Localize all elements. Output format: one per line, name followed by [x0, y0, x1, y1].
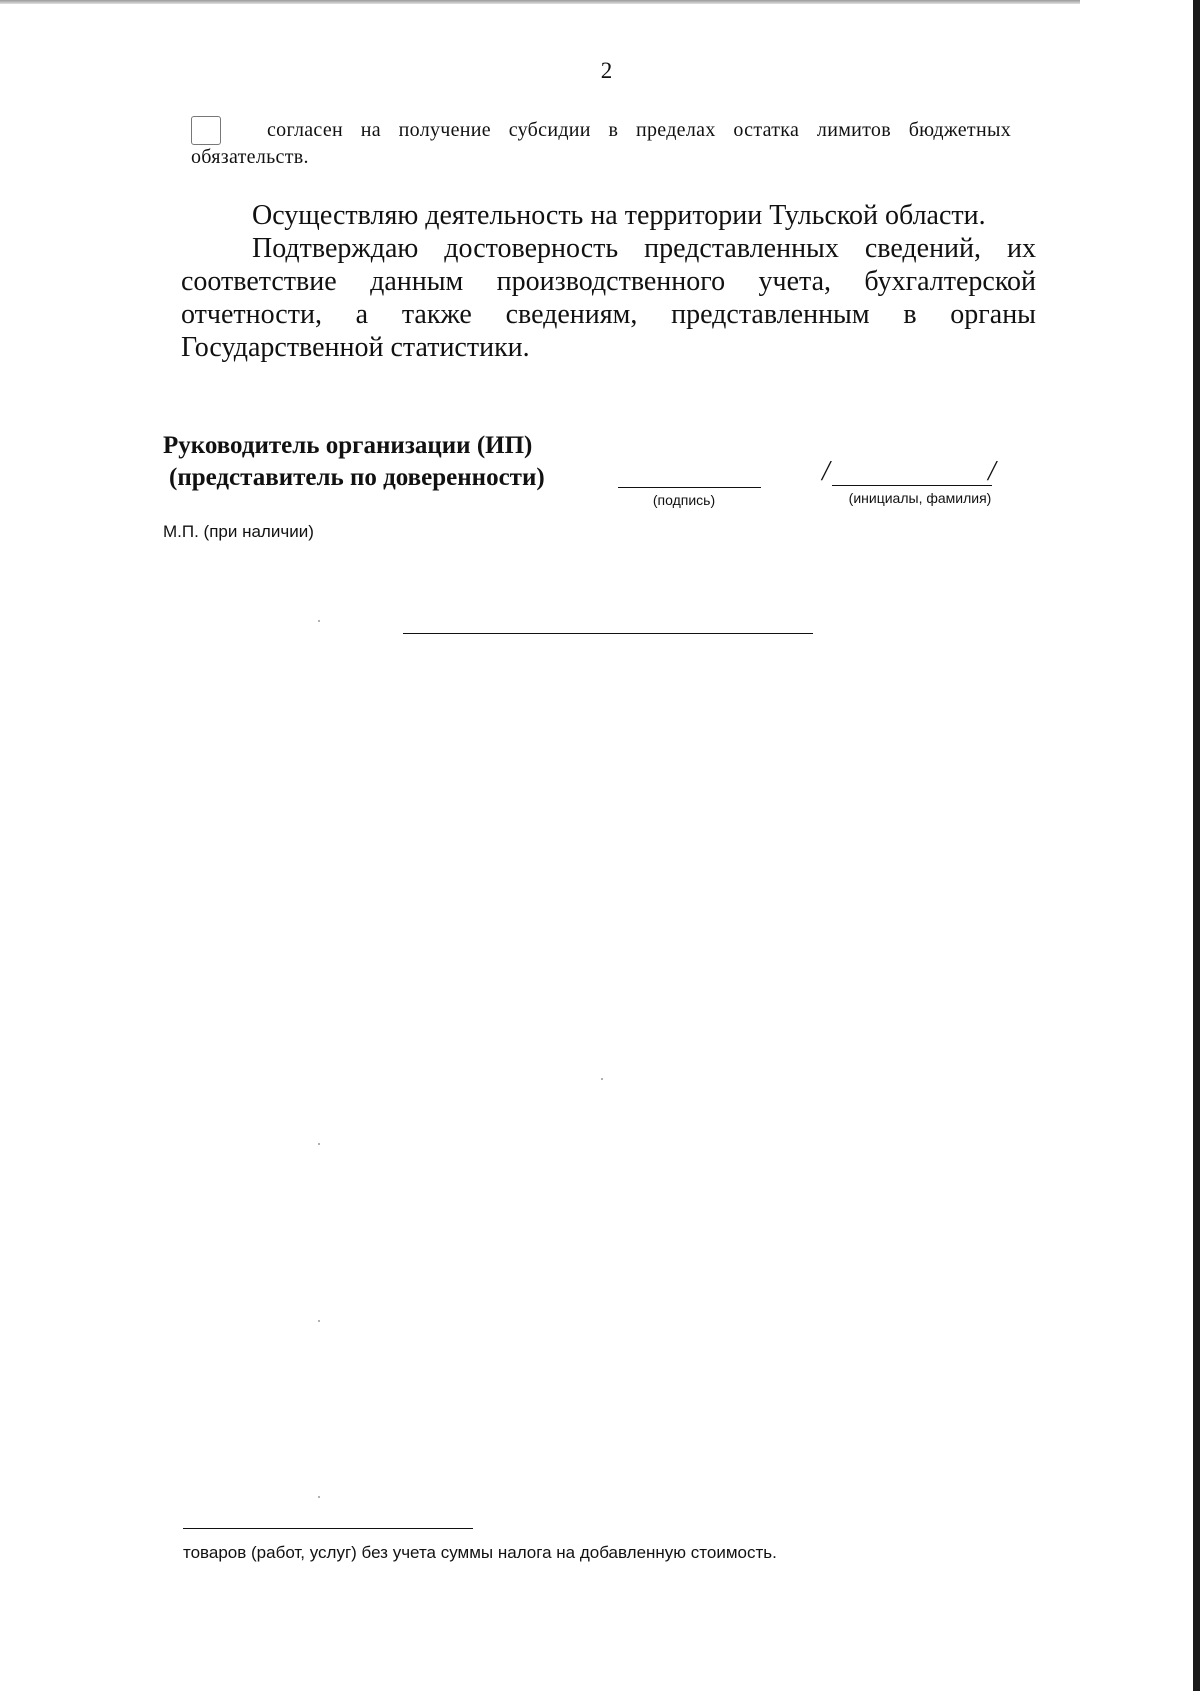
scan-speck	[318, 1143, 320, 1145]
signature-field[interactable]	[618, 487, 761, 488]
accuracy-confirmation: Подтверждаю достоверность представленных сведений, их соответствие данным производственного учета, бухгалтерской отчетности, а также сведениям, представленным в органы Государственной статистики.	[181, 233, 1036, 363]
scan-speck	[318, 1496, 320, 1498]
territory-statement: Осуществляю деятельность на территории Тульской области.	[252, 200, 986, 231]
scan-speck	[318, 620, 320, 622]
scan-speck	[601, 1078, 603, 1080]
signer-title-line1: Руководитель организации (ИП)	[163, 432, 533, 459]
name-field[interactable]	[822, 455, 1002, 489]
signer-title	[163, 430, 545, 494]
slash-left: /	[822, 456, 830, 487]
seal-label: М.П. (при наличии)	[163, 522, 314, 541]
page-top-border	[0, 0, 1080, 4]
consent-text: согласен на получение субсидии в пределах остатка лимитов бюджетных обязательств.	[191, 119, 1011, 168]
footnote-text: товаров (работ, услуг) без учета суммы налога на добавленную стоимость.	[183, 1543, 777, 1562]
declaration-body	[181, 199, 1036, 364]
page-number: 2	[600, 58, 613, 83]
signature-caption: (подпись)	[652, 492, 716, 508]
footnote-rule	[183, 1528, 473, 1529]
signer-title-line2: (представитель по доверенности)	[169, 464, 545, 491]
scan-speck	[318, 1320, 320, 1322]
consent-statement	[191, 117, 1011, 171]
page-right-border	[1193, 0, 1200, 1691]
section-divider	[403, 633, 813, 634]
name-underline	[832, 485, 992, 486]
slash-right: /	[988, 456, 996, 487]
name-caption: (инициалы, фамилия)	[848, 490, 992, 506]
